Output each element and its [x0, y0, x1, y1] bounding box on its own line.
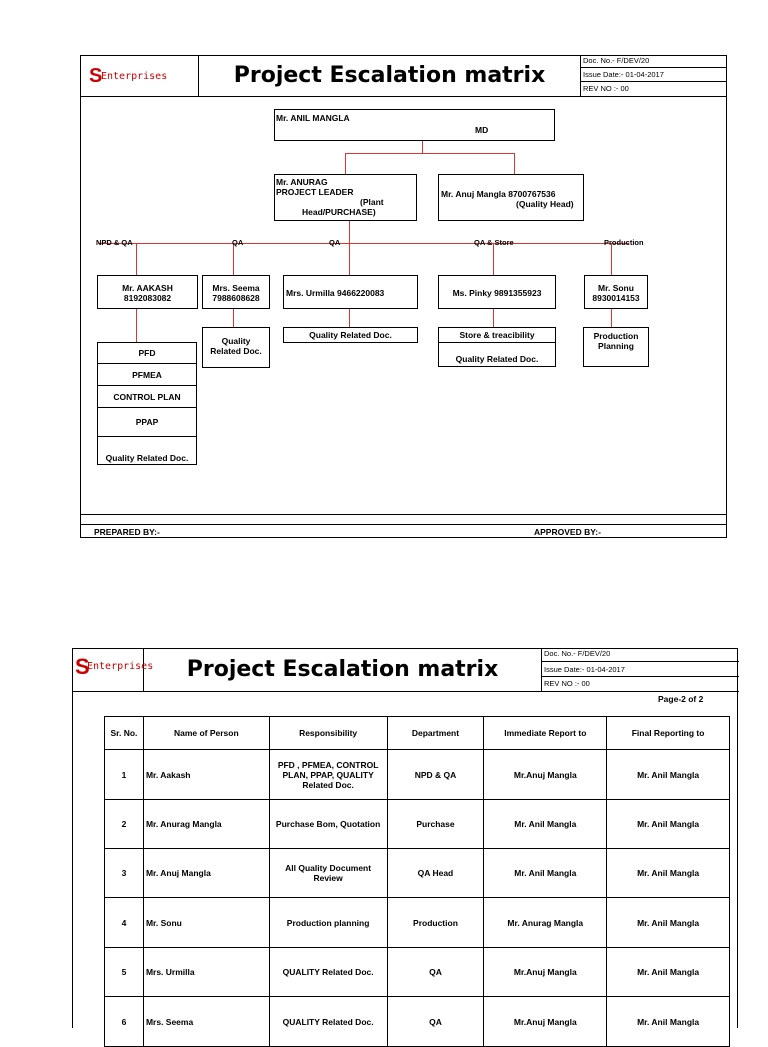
seema-doc-box [202, 327, 270, 368]
cell-name: Mr. Anurag Mangla [143, 800, 269, 849]
cell-immediate: Mr. Anil Mangla [484, 800, 607, 849]
seema-phone: 7988608628 [212, 293, 260, 303]
cell-sr: 1 [105, 750, 144, 800]
cell-final: Mr. Anil Mangla [607, 750, 730, 800]
cell-sr: 5 [105, 948, 144, 997]
prepared-by: PREPARED BY:- [94, 527, 160, 537]
cell-responsibility: Production planning [269, 898, 387, 948]
seema-doc-line1: Quality [221, 336, 251, 346]
sonu-doc-line1: Production [593, 331, 639, 341]
logo-mark-2: S [75, 654, 90, 679]
pl-name: Mr. ANURAG [276, 177, 328, 187]
doc-pfmea: PFMEA [97, 363, 197, 386]
escalation-sheet-page-1 [80, 55, 727, 538]
dept-label-qa-store: QA & Store [474, 238, 514, 247]
urmilla-box [283, 275, 418, 309]
seema-box [202, 275, 270, 309]
table-row [105, 948, 730, 997]
table-row [105, 849, 730, 898]
cell-department: QA [387, 948, 484, 997]
issue-date: Issue Date:- 01-04-2017 [581, 68, 727, 82]
logo-mark: S [89, 65, 103, 87]
doc-quality-related-text: Quality Related Doc. [105, 453, 189, 463]
cell-department: NPD & QA [387, 750, 484, 800]
rev-number-2: REV NO :- 00 [544, 679, 590, 688]
cell-immediate: Mr. Anurag Mangla [484, 898, 607, 948]
dept-label-npd-qa: NPD & QA [96, 238, 133, 247]
cell-name: Mr. Anuj Mangla [143, 849, 269, 898]
pl-purchase: Head/PURCHASE) [302, 207, 376, 217]
sonu-phone: 8930014153 [592, 293, 640, 303]
header-logo-2 [73, 649, 154, 691]
sonu-name: Mr. Sonu [598, 283, 634, 293]
page-number: Page-2 of 2 [658, 694, 704, 704]
header-name: Name of Person [143, 717, 269, 750]
aakash-phone: 8192083082 [123, 293, 172, 303]
cell-sr: 6 [105, 997, 144, 1047]
pinky-name: Ms. Pinky 9891355923 [452, 288, 542, 298]
doc-number: Doc. No.- F/DEV/20 [581, 56, 727, 68]
sonu-box [584, 275, 648, 309]
table-row [105, 898, 730, 948]
sonu-doc-line2: Planning [598, 341, 634, 351]
cell-responsibility: All Quality Document Review [269, 849, 387, 898]
cell-department: QA Head [387, 849, 484, 898]
cell-department: QA [387, 997, 484, 1047]
logo-text-2: Enterprises [87, 661, 154, 672]
cell-sr: 2 [105, 800, 144, 849]
header-final-reporting: Final Reporting to [607, 717, 730, 750]
cell-immediate: Mr.Anuj Mangla [484, 997, 607, 1047]
page-title: Project Escalation matrix [199, 56, 581, 96]
pinky-box [438, 275, 556, 309]
md-box [274, 109, 555, 141]
table-row [105, 997, 730, 1047]
escalation-table [104, 716, 730, 1047]
cell-name: Mr. Sonu [143, 898, 269, 948]
header-logo [81, 56, 199, 96]
cell-final: Mr. Anil Mangla [607, 800, 730, 849]
sonu-doc-box [583, 327, 649, 367]
dept-label-qa-2: QA [329, 238, 341, 247]
cell-responsibility: PFD , PFMEA, CONTROL PLAN, PPAP, QUALITY Related Doc. [269, 750, 387, 800]
rev-number: REV NO :- 00 [583, 84, 629, 93]
dept-label-qa-1: QA [232, 238, 244, 247]
aakash-box [97, 275, 198, 309]
cell-immediate: Mr. Anil Mangla [484, 849, 607, 898]
pl-title: PROJECT LEADER [276, 187, 354, 197]
md-name: Mr. ANIL MANGLA [276, 113, 350, 123]
doc-info-block-2 [542, 649, 739, 691]
project-leader-box [274, 174, 417, 221]
table-row [105, 800, 730, 849]
table-header-row [105, 717, 730, 750]
cell-responsibility: QUALITY Related Doc. [269, 997, 387, 1047]
cell-name: Mrs. Seema [143, 997, 269, 1047]
escalation-sheet-page-2 [72, 648, 738, 1028]
approved-by: APPROVED BY:- [534, 527, 601, 537]
page-title-2: Project Escalation matrix [144, 649, 542, 691]
header-immediate-report: Immediate Report to [484, 717, 607, 750]
doc-number-2: Doc. No.- F/DEV/20 [542, 649, 739, 662]
cell-immediate: Mr.Anuj Mangla [484, 750, 607, 800]
header-sr-no: Sr. No. [105, 717, 144, 750]
cell-sr: 4 [105, 898, 144, 948]
qh-role: (Quality Head) [516, 199, 574, 209]
aakash-name: Mr. AAKASH [122, 283, 173, 293]
pinky-doc-quality-text: Quality Related Doc. [455, 354, 539, 364]
cell-name: Mr. Aakash [143, 750, 269, 800]
pinky-doc-store-text: Store & treacibility [459, 330, 535, 340]
dept-label-production: Production [604, 238, 644, 247]
md-role: MD [475, 125, 489, 135]
doc-control-plan: CONTROL PLAN [97, 385, 197, 408]
issue-date-2: Issue Date:- 01-04-2017 [542, 662, 739, 677]
urmilla-name: Mrs. Urmilla 9466220083 [286, 288, 385, 298]
cell-name: Mrs. Urmilla [143, 948, 269, 997]
table-row [105, 750, 730, 800]
cell-final: Mr. Anil Mangla [607, 948, 730, 997]
quality-head-box [438, 174, 584, 221]
pinky-doc-store [438, 327, 556, 343]
pl-plant: (Plant [360, 197, 384, 207]
header-department: Department [387, 717, 484, 750]
seema-doc-line2: Related Doc. [210, 346, 262, 356]
qh-name: Mr. Anuj Mangla 8700767536 [441, 189, 556, 199]
cell-department: Purchase [387, 800, 484, 849]
urmilla-doc-box [283, 327, 418, 343]
logo-text: Enterprises [101, 71, 168, 82]
cell-final: Mr. Anil Mangla [607, 898, 730, 948]
doc-ppap: PPAP [97, 407, 197, 437]
cell-sr: 3 [105, 849, 144, 898]
cell-responsibility: QUALITY Related Doc. [269, 948, 387, 997]
cell-final: Mr. Anil Mangla [607, 997, 730, 1047]
urmilla-doc-text: Quality Related Doc. [309, 330, 392, 340]
doc-info-block [581, 56, 727, 96]
cell-responsibility: Purchase Bom, Quotation [269, 800, 387, 849]
doc-quality-related [97, 436, 197, 465]
header-responsibility: Responsibility [269, 717, 387, 750]
pinky-doc-quality [438, 342, 556, 367]
doc-pfd: PFD [97, 342, 197, 364]
cell-department: Production [387, 898, 484, 948]
cell-final: Mr. Anil Mangla [607, 849, 730, 898]
cell-immediate: Mr.Anuj Mangla [484, 948, 607, 997]
seema-name: Mrs. Seema [212, 283, 260, 293]
